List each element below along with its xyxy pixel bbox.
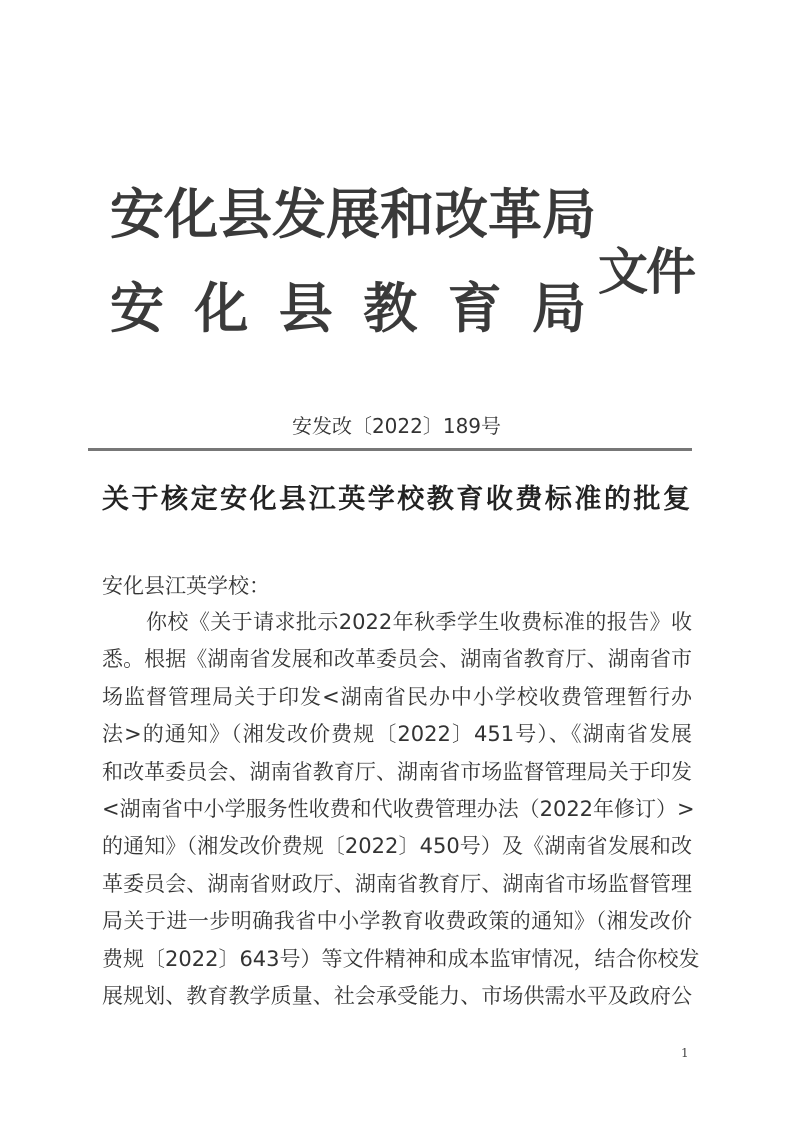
body-line: 费规〔2022〕643号）等文件精神和成本监审情况，结合你校发 <box>102 946 700 971</box>
body-line: 悉。根据《湖南省发展和改革委员会、湖南省教育厅、湖南省市 <box>102 647 692 672</box>
body-line: 和改革委员会、湖南省教育厅、湖南省市场监督管理局关于印发 <box>102 759 692 784</box>
issuer-line-1: 安化县发展和改革局 <box>110 182 596 246</box>
body-line: <湖南省中小学服务性收费和代收费管理办法（2022年修订）> <box>102 796 695 821</box>
salutation: 安化县江英学校： <box>102 574 270 598</box>
body-line: 场监督管理局关于印发<湖南省民办中小学校收费管理暂行办 <box>102 684 692 709</box>
document-title: 关于核定安化县江英学校教育收费标准的批复 <box>102 484 690 515</box>
body-line: 法>的通知》（湘发改价费规〔2022〕451号）、《湖南省发展 <box>102 722 692 747</box>
doc-number: 安发改〔2022〕189号 <box>291 414 502 438</box>
body-line: 的通知》（湘发改价费规〔2022〕450号）及《湖南省发展和改 <box>102 834 692 859</box>
body-line: 你校《关于请求批示2022年秋季学生收费标准的报告》收 <box>146 610 692 634</box>
body-line: 展规划、教育教学质量、社会承受能力、市场供需水平及政府公 <box>102 983 692 1008</box>
doc-type: 文件 <box>598 242 694 301</box>
issuer-line-2: 安化县教育局 <box>110 276 586 340</box>
body-line: 局关于进一步明确我省中小学教育收费政策的通知》（湘发改价 <box>102 909 692 934</box>
body-line: 革委员会、湖南省财政厅、湖南省教育厅、湖南省市场监督管理 <box>102 871 692 896</box>
page-number: 1 <box>681 1046 689 1060</box>
body-text <box>102 604 700 1015</box>
header-divider <box>88 448 692 451</box>
